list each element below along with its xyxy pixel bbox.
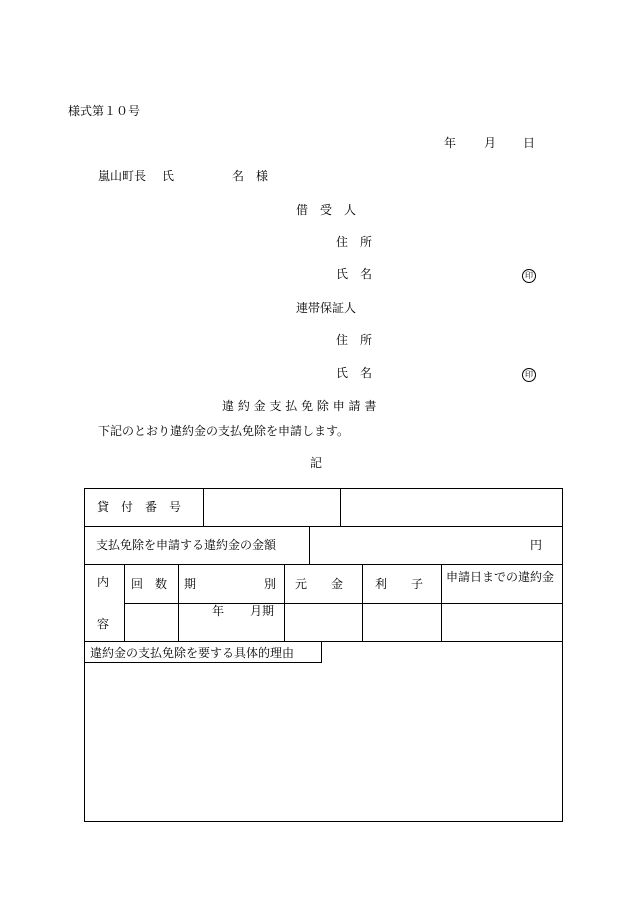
- borrower-address-label: 住 所: [336, 235, 373, 249]
- intro-sentence: 下記のとおり違約金の支払免除を申請します。: [98, 424, 350, 438]
- yen-unit: 円: [530, 538, 543, 552]
- addressee-mayor: 嵐山町長: [98, 169, 147, 183]
- borrower-name-label: 氏 名: [336, 267, 373, 281]
- borrower-label: 借 受 人: [296, 203, 357, 217]
- guarantor-label: 連帯保証人: [296, 301, 357, 315]
- period-year: 年: [212, 604, 225, 618]
- guarantor-seal-mark: 印: [522, 368, 536, 382]
- form-number: 様式第１０号: [68, 104, 141, 118]
- col-kaisu: 回 数: [131, 577, 168, 591]
- guarantor-name-label: 氏 名: [336, 366, 373, 380]
- document-title: 違 約 金 支 払 免 除 申 請 書: [222, 399, 377, 413]
- naiyou-top: 内: [97, 575, 110, 589]
- addressee-mei: 名: [232, 169, 245, 183]
- col-kibetsu-right: 別: [264, 577, 277, 591]
- addressee-sama: 様: [256, 169, 269, 183]
- col-penalty-until-date: 申請日までの違約金: [446, 570, 555, 584]
- guarantor-address-label: 住 所: [336, 333, 373, 347]
- loan-number-label: 貸 付 番 号: [97, 500, 182, 514]
- date-day-label: 日: [523, 136, 536, 150]
- date-month-label: 月: [484, 136, 497, 150]
- period-month: 月期: [250, 604, 275, 618]
- col-rishi: 利 子: [375, 577, 424, 591]
- date-year-label: 年: [444, 136, 457, 150]
- col-gankin: 元 金: [295, 577, 344, 591]
- addressee-shi: 氏: [162, 169, 175, 183]
- col-kibetsu-left: 期: [184, 577, 197, 591]
- penalty-amount-label: 支払免除を申請する違約金の金額: [96, 538, 277, 552]
- reason-label: 違約金の支払免除を要する具体的理由: [90, 646, 295, 660]
- borrower-seal-mark: 印: [522, 269, 536, 283]
- naiyou-bottom: 容: [97, 617, 110, 631]
- ki-heading: 記: [310, 456, 323, 470]
